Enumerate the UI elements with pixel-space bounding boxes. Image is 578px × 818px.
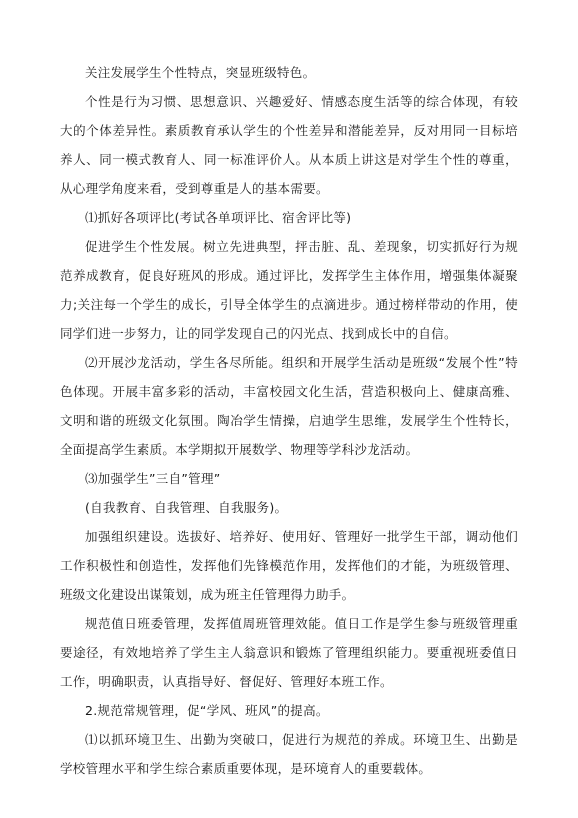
paragraph-item-1-heading: ⑴抓好各项评比(考试各单项评比、宿舍评比等): [85, 210, 352, 225]
paragraph-item-1-body: 促进学生个性发展。树立先进典型，抨击脏、乱、差现象，切实抓好行为规范养成教育，促良好班风的形成。通过评比，发挥学生主体作用，增强集体凝聚力;关注每一个学生的成长，引导全体学生的点滴进步。通过榜样带动的作用，使同学们进一步努力，让的同学发现自己的闪光点、找到成长中的自信。: [60, 239, 518, 341]
paragraph-section-2-heading: 2.规范常规管理，促“学风、班风”的提高。: [85, 703, 329, 718]
paragraph-item-3-subheading: (自我教育、自我管理、自我服务)。: [85, 500, 288, 515]
paragraph-section-2-item-1: ⑴以抓环境卫生、出勤为突破口，促进行为规范的养成。环境卫生、出勤是学校管理水平和学生综合素质重要体现，是环境育人的重要载体。: [60, 732, 518, 776]
paragraph-item-2: ⑵开展沙龙活动，学生各尽所能。组织和开展学生活动是班级“发展个性”特色体现。开展丰富多彩的活动，丰富校园文化生活，营造积极向上、健康高雅、文明和谐的班级文化氛围。陶冶学生情操，启迪学生思维，发展学生个性特长，全面提高学生素质。本学期拟开展数学、物理等学科沙龙活动。: [60, 355, 518, 457]
paragraph-organization: 加强组织建设。选拔好、培养好、使用好、管理好一批学生干部，调动他们工作积极性和创造性，发挥他们先锋模范作用，发挥他们的才能，为班级管理、班级文化建设出谋策划，成为班主任管理得力助手。: [60, 529, 518, 602]
paragraph-item-3-heading: ⑶加强学生”三自”管理”: [85, 471, 221, 486]
paragraph-individuality: 个性是行为习惯、思想意识、兴趣爱好、情感态度生活等的综合体现，有较大的个体差异性。素质教育承认学生的个性差异和潜能差异，反对用同一目标培养人、同一模式教育人、同一标准评价人。从本质上讲这是对学生个性的尊重，从心理学角度来看，受到尊重是人的基本需要。: [60, 94, 518, 196]
paragraph-duty-management: 规范值日班委管理，发挥值周班管理效能。值日工作是学生参与班级管理重要途径，有效地培养了学生主人翁意识和锻炼了管理组织能力。要重视班委值日工作，明确职责，认真指导好、督促好、管理好本班工作。: [60, 616, 518, 689]
paragraph-intro: 关注发展学生个性特点，突显班级特色。: [85, 65, 316, 80]
